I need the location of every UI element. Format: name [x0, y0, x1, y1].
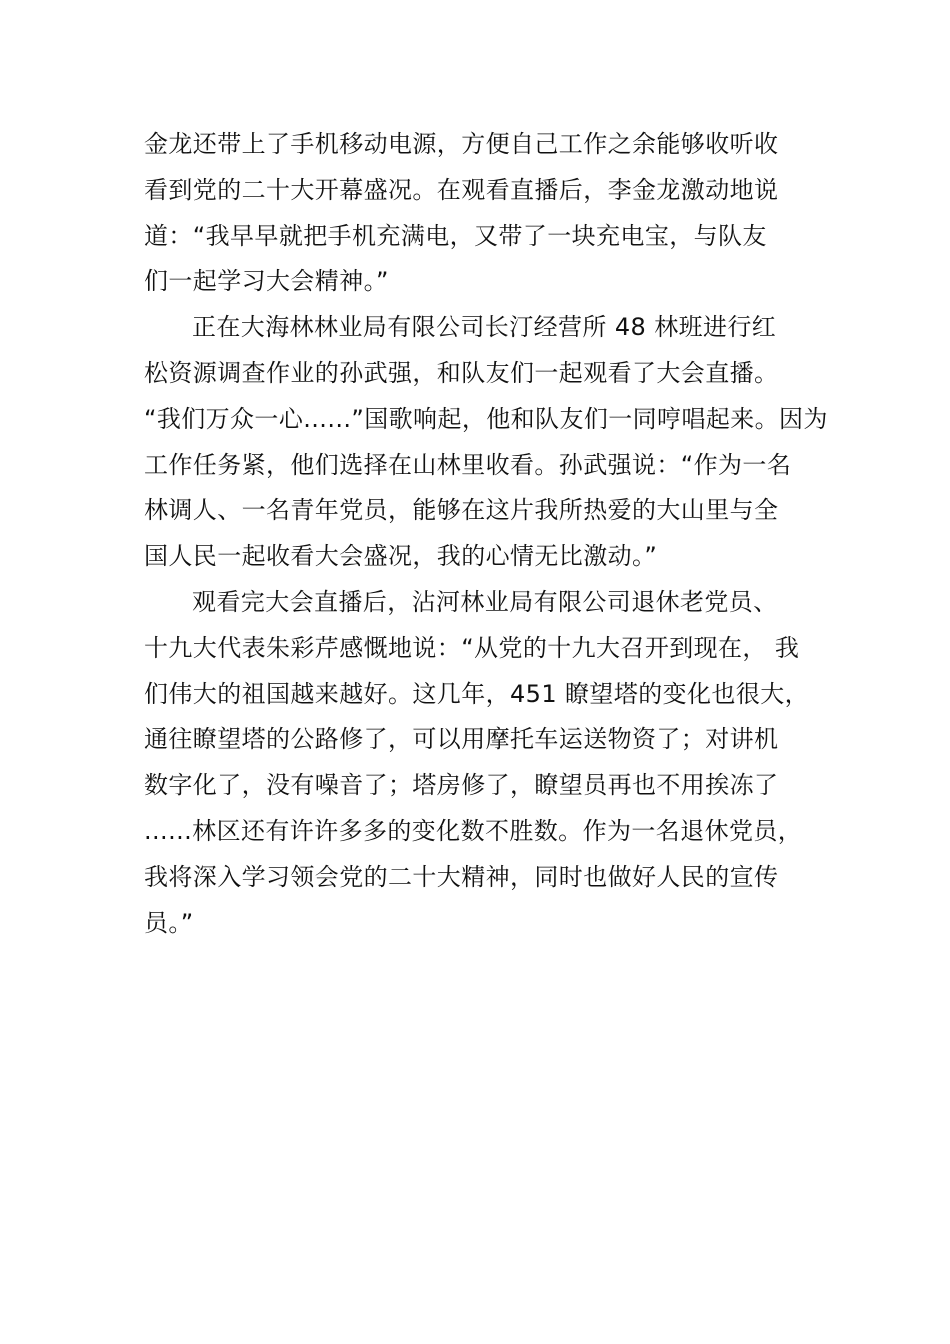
- paragraph-start-line: 正在大海林林业局有限公司长汀经营所 48 林班进行红: [192, 313, 777, 342]
- text-line: 们一起学习大会精神。”: [144, 267, 389, 296]
- body-text: [144, 122, 834, 946]
- text-line: 通往瞭望塔的公路修了，可以用摩托车运送物资了；对讲机: [144, 725, 779, 754]
- text-line: 工作任务紧，他们选择在山林里收看。孙武强说：“作为一名: [144, 450, 792, 479]
- text-line: 数字化了，没有噪音了；塔房修了，瞭望员再也不用挨冻了: [144, 771, 779, 800]
- text-line: “我们万众一心......”国歌响起，他和队友们一同哼唱起来。因为: [144, 404, 828, 433]
- text-line: 松资源调查作业的孙武强，和队友们一起观看了大会直播。: [144, 358, 779, 387]
- text-line: ......林区还有许许多多的变化数不胜数。作为一名退休党员，: [144, 816, 803, 845]
- text-line: 国人民一起收看大会盛况，我的心情无比激动。”: [144, 542, 658, 571]
- text-line: 们伟大的祖国越来越好。这几年，451 瞭望塔的变化也很大，: [144, 679, 810, 708]
- text-line: 我将深入学习领会党的二十大精神，同时也做好人民的宣传: [144, 862, 779, 891]
- text-line: 林调人、一名青年党员，能够在这片我所热爱的大山里与全: [144, 496, 779, 525]
- text-line: 员。”: [144, 908, 194, 937]
- text-line: 金龙还带上了手机移动电源，方便自己工作之余能够收听收: [144, 130, 779, 158]
- paragraph-start-line: 观看完大会直播后，沾河林业局有限公司退休老党员、: [192, 587, 778, 616]
- text-line: 十九大代表朱彩芹感慨地说：“从党的十九大召开到现在， 我: [144, 633, 800, 662]
- text-line: 道：“我早早就把手机充满电，又带了一块充电宝，与队友: [144, 221, 767, 250]
- text-line: 看到党的二十大开幕盛况。在观看直播后，李金龙激动地说: [144, 175, 779, 204]
